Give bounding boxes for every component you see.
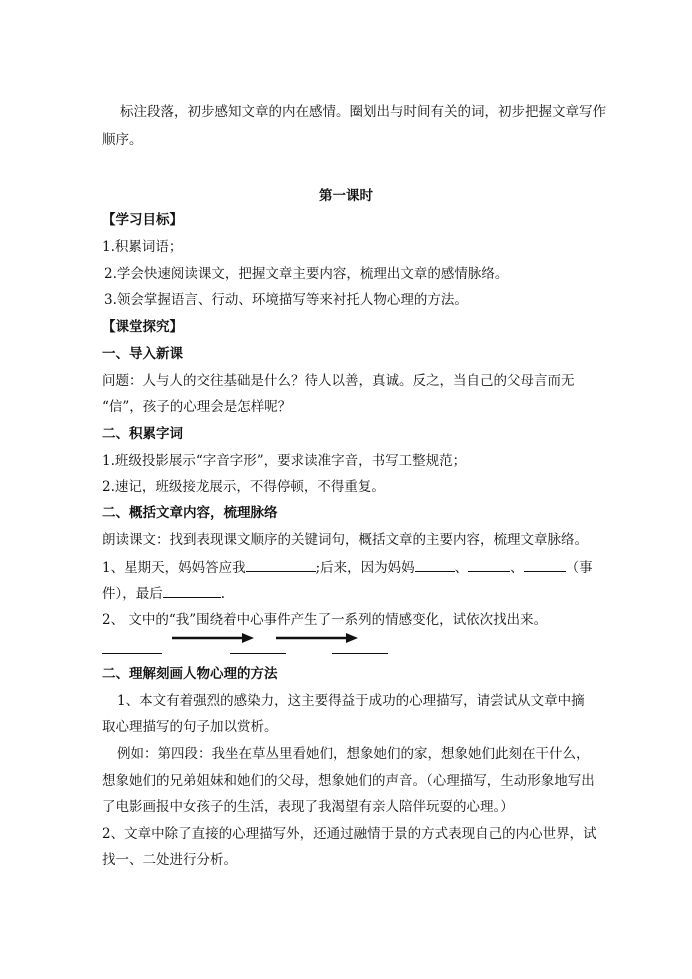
question-1-line-1 xyxy=(102,557,622,578)
section-4-paragraph-1: 取心理描写的句子加以赏析。 xyxy=(102,719,278,735)
example-text: 想象她们的兄弟姐妹和她们的父母，想象她们的声音。（心理描写，生动形象地写出 xyxy=(102,773,595,789)
section-1-question-line-2: “信”，孩子的心理会是怎样呢？ xyxy=(102,399,292,415)
objective-item: 1.积累词语； xyxy=(102,239,183,255)
section-4-paragraph-2: 找一、二处进行分析。 xyxy=(102,852,237,868)
arrow-right-icon xyxy=(172,632,254,644)
section-3-heading: 二、概括文章内容，梳理脉络 xyxy=(102,505,278,521)
emotion-blank-2[interactable] xyxy=(230,653,286,654)
question-1-text: 1、星期天，妈妈答应我 xyxy=(102,560,246,576)
answer-blank[interactable] xyxy=(246,557,316,572)
section-4-paragraph-2: 2、文章中除了直接的心理描写外，还通过融情于景的方式表现自己的内心世界，试 xyxy=(102,826,597,842)
section-1-heading: 一、导入新课 xyxy=(102,346,183,362)
section-2-heading: 二、积累字词 xyxy=(102,426,183,442)
section-2-item-2: 2.速记，班级接龙展示，不得停顿，不得重复。 xyxy=(102,479,385,495)
section-4-heading: 二、理解刻画人物心理的方法 xyxy=(102,666,278,682)
objective-item: 2.学会快速阅读课文，把握文章主要内容，梳理出文章的感情脉络。 xyxy=(104,266,509,282)
answer-blank[interactable] xyxy=(163,583,221,598)
objective-item: 3.领会掌握语言、行动、环境描写等来衬托人物心理的方法。 xyxy=(104,292,468,308)
example-text: 例如：第四段：我坐在草丛里看她们，想象她们的家，想象她们此刻在干什么， xyxy=(117,746,590,762)
arrow-right-icon xyxy=(276,632,358,644)
emotion-flow xyxy=(102,630,622,660)
question-1-end: . xyxy=(220,586,226,602)
question-1-line-2 xyxy=(102,583,622,604)
answer-blank[interactable] xyxy=(415,557,455,572)
intro-line-1: 标注段落，初步感知文章的内在感情。圈划出与时间有关的词，初步把握文章写作 xyxy=(120,104,606,120)
lesson-title: 第一课时 xyxy=(319,188,373,204)
emotion-blank-3[interactable] xyxy=(332,653,388,654)
section-1-question-line-1: 问题：人与人的交往基础是什么？待人以善，真诚。反之，当自己的父母言而无 xyxy=(102,373,575,389)
example-text: 了电影画报中女孩子的生活，表现了我渴望有亲人陪伴玩耍的心理。） xyxy=(102,799,514,815)
question-1-text: 件），最后 xyxy=(102,586,163,602)
section-2-item-1: 1.班级投影展示“字音字形”，要求读准字音，书写工整规范； xyxy=(102,453,467,469)
answer-blank[interactable] xyxy=(524,557,566,572)
question-1-separator: 、 xyxy=(454,560,469,576)
answer-blank[interactable] xyxy=(468,557,510,572)
question-2: 2、 文中的“我”围绕着中心事件产生了一系列的情感变化，试依次找出来。 xyxy=(102,612,548,628)
section-4-paragraph-1: 1、本文有着强烈的感染力，这主要得益于成功的心理描写，请尝试从文章中摘 xyxy=(117,693,585,709)
question-1-text: （事 xyxy=(565,560,593,576)
question-1-separator: 、 xyxy=(510,560,524,576)
question-1-text: ;后来，因为妈妈 xyxy=(315,560,415,576)
explore-heading: 【课堂探究】 xyxy=(102,319,183,335)
intro-line-2: 顺序。 xyxy=(102,132,143,148)
section-3-task: 朗读课文：找到表现课文顺序的关键词句，概括文章的主要内容，梳理文章脉络。 xyxy=(102,532,588,548)
objectives-heading: 【学习目标】 xyxy=(102,212,183,228)
emotion-blank-1[interactable] xyxy=(102,653,162,654)
